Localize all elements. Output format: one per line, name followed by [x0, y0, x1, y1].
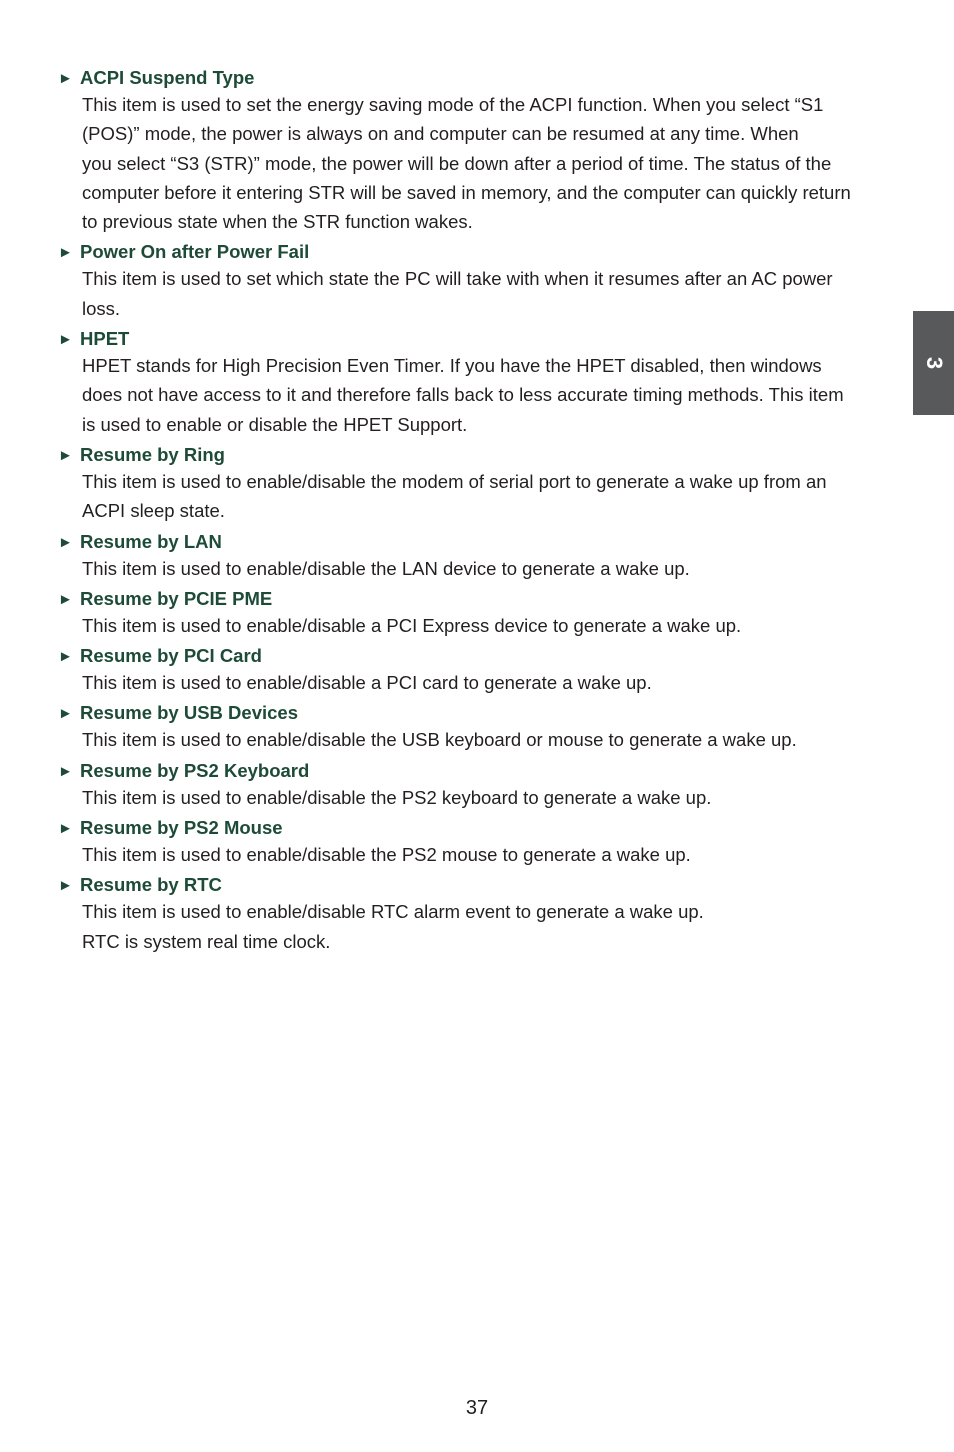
- item-heading-text: Power On after Power Fail: [80, 241, 310, 263]
- bios-item: [58, 324, 908, 440]
- item-description: [82, 725, 908, 755]
- item-description: [82, 783, 908, 813]
- item-heading-text: Resume by RTC: [80, 874, 222, 896]
- bullet-arrow-icon: ►: [58, 762, 73, 780]
- bios-item: [58, 440, 908, 527]
- description-line: This item is used to enable/disable the PS2 keyboard to generate a wake up.: [82, 786, 712, 808]
- bios-item: [58, 698, 908, 755]
- bullet-arrow-icon: ►: [58, 446, 73, 464]
- bullet-arrow-icon: ►: [58, 648, 73, 666]
- item-heading: [58, 237, 908, 264]
- item-description: [82, 897, 908, 957]
- bios-item: [58, 527, 908, 584]
- chapter-tab: [913, 311, 954, 415]
- item-heading: [58, 813, 908, 840]
- description-line: you select “S3 (STR)” mode, the power will be down after a period of time. The status of the: [82, 152, 832, 174]
- item-description: [82, 351, 908, 440]
- item-description: [82, 840, 908, 870]
- bullet-arrow-icon: ►: [58, 331, 73, 349]
- bullet-arrow-icon: ►: [58, 70, 73, 87]
- chapter-tab-label: 3: [921, 356, 947, 370]
- description-line: This item is used to enable/disable the modem of serial port to generate a wake up from an: [82, 470, 827, 492]
- item-heading-text: Resume by PCI Card: [80, 645, 262, 667]
- bullet-arrow-icon: ►: [58, 590, 73, 608]
- item-heading: [58, 756, 908, 783]
- description-line: loss.: [82, 297, 121, 319]
- bios-item: [58, 756, 908, 813]
- bullet-arrow-icon: ►: [58, 877, 73, 895]
- item-description: [82, 264, 908, 324]
- item-description: [82, 90, 908, 237]
- item-heading: [58, 698, 908, 725]
- bios-item: [58, 813, 908, 870]
- description-line: This item is used to set the energy saving mode of the ACPI function. When you select “S1: [82, 94, 824, 115]
- description-line: This item is used to enable/disable RTC alarm event to generate a wake up.: [82, 901, 704, 923]
- description-line: to previous state when the STR function wakes.: [82, 211, 473, 233]
- bios-item: [58, 237, 908, 324]
- bullet-arrow-icon: ►: [58, 820, 73, 838]
- item-heading: [58, 440, 908, 467]
- item-heading-text: Resume by PS2 Keyboard: [80, 759, 310, 781]
- page-number: 37: [465, 1397, 489, 1419]
- item-description: [82, 554, 908, 584]
- description-line: This item is used to enable/disable the LAN device to generate a wake up.: [82, 557, 690, 579]
- description-line: This item is used to enable/disable the USB keyboard or mouse to generate a wake up.: [82, 729, 797, 751]
- bios-item: [58, 584, 908, 641]
- description-line: computer before it entering STR will be saved in memory, and the computer can quickly return: [82, 181, 851, 203]
- bullet-arrow-icon: ►: [58, 244, 73, 262]
- item-heading: [58, 527, 908, 554]
- item-heading: [58, 324, 908, 351]
- item-heading-text: Resume by PCIE PME: [80, 587, 273, 609]
- description-line: HPET stands for High Precision Even Timer. If you have the HPET disabled, then windows: [82, 355, 822, 377]
- item-heading: [58, 641, 908, 668]
- item-heading-text: Resume by PS2 Mouse: [80, 817, 283, 839]
- item-heading-text: Resume by Ring: [80, 443, 225, 465]
- description-line: RTC is system real time clock.: [82, 930, 331, 952]
- item-heading-text: HPET: [80, 328, 130, 350]
- item-heading-text: Resume by LAN: [80, 530, 222, 552]
- description-line: is used to enable or disable the HPET Support.: [82, 413, 468, 435]
- item-heading: [58, 584, 908, 611]
- description-line: This item is used to enable/disable a PCI card to generate a wake up.: [82, 672, 652, 694]
- bios-item-list: [58, 63, 908, 957]
- item-description: [82, 467, 908, 527]
- description-line: does not have access to it and therefore falls back to less accurate timing methods. This item: [82, 384, 844, 406]
- bios-item: [58, 63, 908, 237]
- item-heading: [58, 63, 908, 90]
- bios-item: [58, 641, 908, 698]
- bullet-arrow-icon: ►: [58, 705, 73, 723]
- bullet-arrow-icon: ►: [58, 533, 73, 551]
- item-heading: [58, 870, 908, 897]
- description-line: (POS)” mode, the power is always on and computer can be resumed at any time. When: [82, 123, 799, 145]
- description-line: This item is used to enable/disable the PS2 mouse to generate a wake up.: [82, 844, 691, 866]
- item-description: [82, 668, 908, 698]
- item-heading-text: Resume by USB Devices: [80, 702, 298, 724]
- description-line: This item is used to enable/disable a PCI Express device to generate a wake up.: [82, 614, 742, 636]
- bios-item: [58, 870, 908, 957]
- description-line: ACPI sleep state.: [82, 500, 225, 522]
- description-line: This item is used to set which state the PC will take with when it resumes after an AC power: [82, 268, 833, 290]
- manual-content: [58, 63, 908, 957]
- item-heading-text: ACPI Suspend Type: [80, 67, 255, 88]
- item-description: [82, 611, 908, 641]
